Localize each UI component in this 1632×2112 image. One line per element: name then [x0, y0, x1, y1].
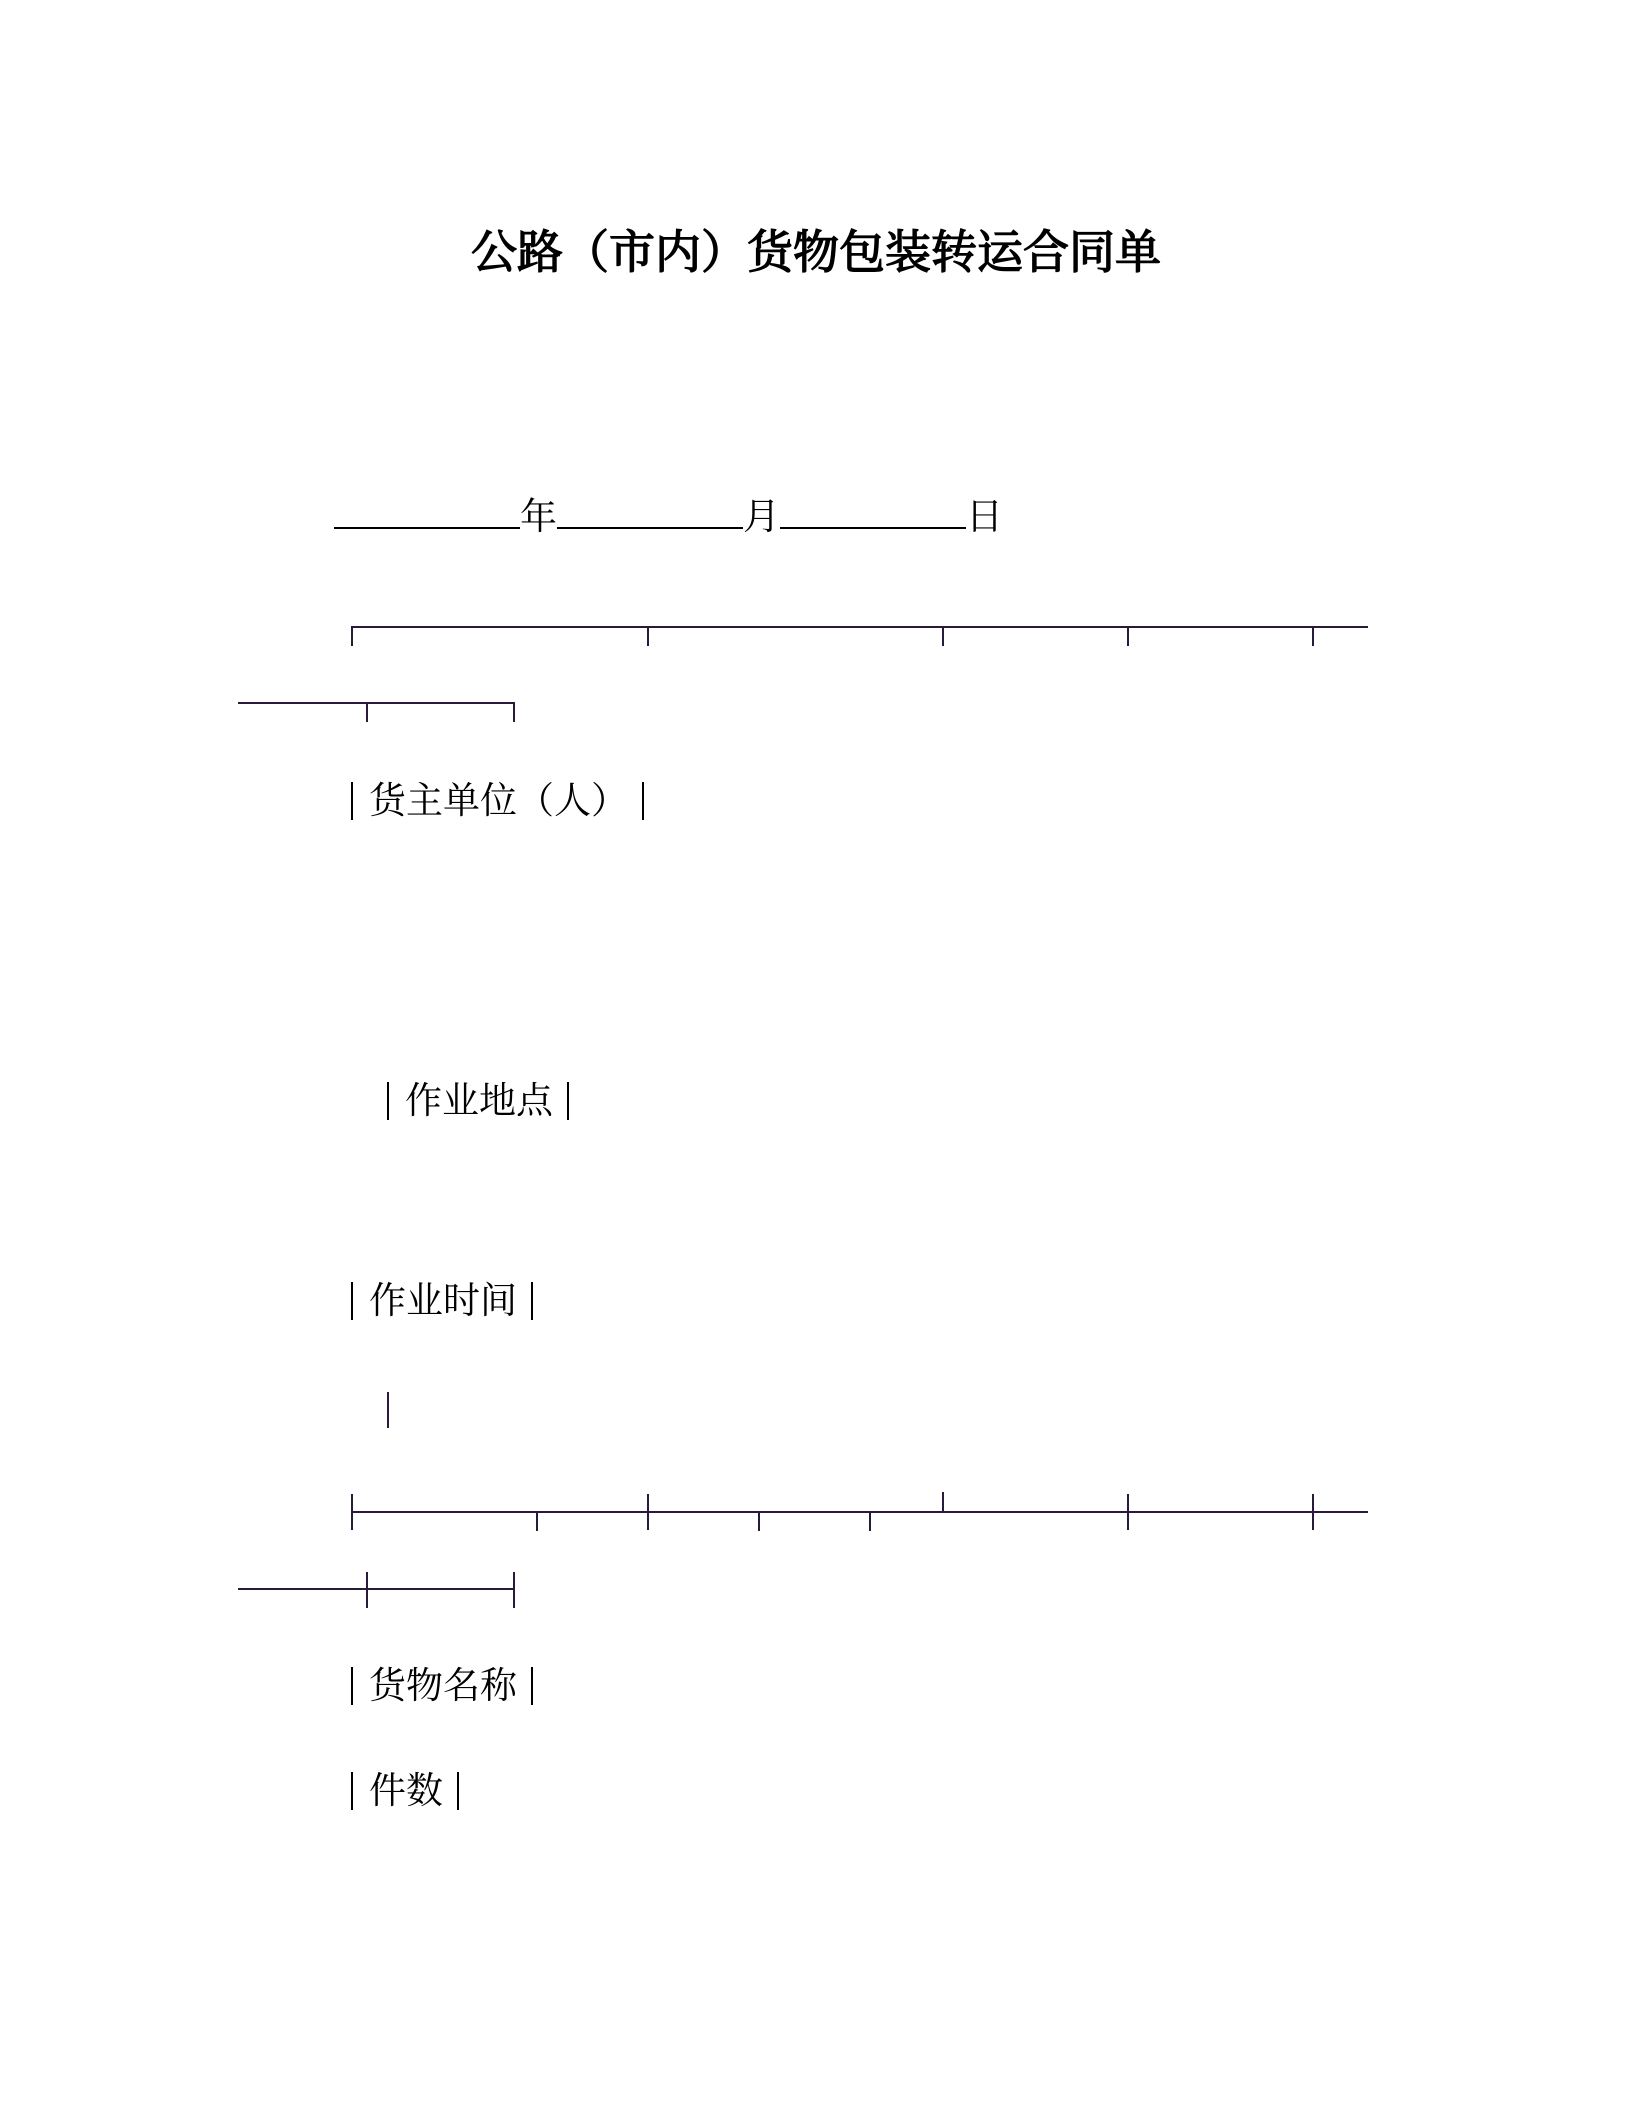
cell-border	[531, 1667, 533, 1705]
year-blank[interactable]	[334, 493, 520, 529]
goods-name-label: 货物名称	[369, 1664, 517, 1707]
table-top-rule	[352, 626, 1368, 628]
table-tick	[513, 702, 515, 722]
cell-border	[457, 1772, 459, 1810]
day-label: 日	[966, 495, 1003, 538]
time-label: 作业时间	[369, 1279, 517, 1322]
table-tick	[536, 1511, 538, 1531]
cell-border	[387, 1392, 389, 1428]
cell-border	[567, 1082, 569, 1120]
table-tick	[942, 626, 944, 646]
table-tick	[366, 702, 368, 722]
month-label: 月	[743, 495, 780, 538]
table-tick	[869, 1511, 871, 1531]
day-blank[interactable]	[780, 493, 966, 529]
table-tick	[758, 1511, 760, 1531]
table-tick	[1312, 1494, 1314, 1530]
table-tick	[1127, 626, 1129, 646]
year-label: 年	[520, 495, 557, 538]
table-tick	[1127, 1494, 1129, 1530]
time-field	[351, 1276, 533, 1326]
table-tick	[351, 1494, 353, 1530]
quantity-label: 件数	[369, 1769, 443, 1812]
cell-border	[642, 782, 644, 820]
table-tick	[1312, 626, 1314, 646]
table-tick	[513, 1572, 515, 1608]
location-field	[387, 1076, 569, 1126]
date-line	[334, 492, 1003, 542]
table-tick	[351, 626, 353, 646]
table-mid-rule	[352, 1511, 1368, 1513]
month-blank[interactable]	[557, 493, 743, 529]
owner-field	[351, 776, 644, 826]
table-tick	[942, 1492, 944, 1512]
owner-label: 货主单位（人）	[369, 779, 628, 822]
table-sub-rule	[238, 1588, 515, 1590]
location-label: 作业地点	[405, 1079, 553, 1122]
table-tick	[366, 1572, 368, 1608]
table-tick	[647, 626, 649, 646]
cell-border	[531, 1282, 533, 1320]
table-sub-rule	[238, 702, 515, 704]
goods-name-field	[351, 1661, 533, 1711]
document-title: 公路（市内）货物包装转运合同单	[471, 225, 1161, 279]
table-tick	[647, 1494, 649, 1530]
quantity-field	[351, 1766, 459, 1816]
